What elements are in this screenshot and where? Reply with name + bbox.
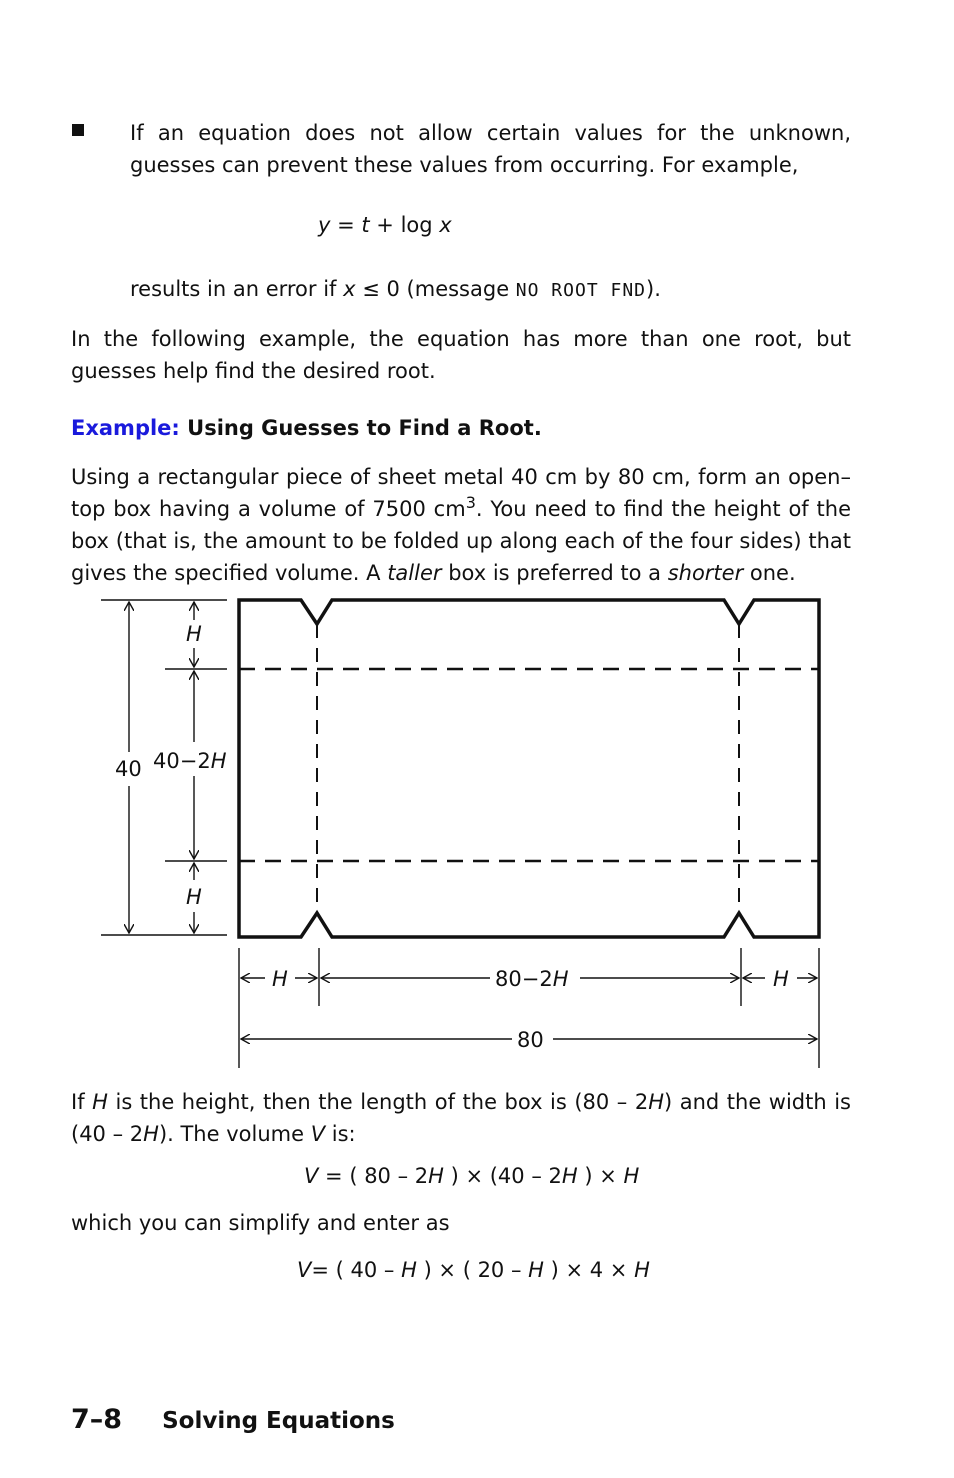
dim-80-2h-label: 80−2H	[495, 967, 569, 991]
simplified-equation: V= ( 40 – H ) × ( 20 – H ) × 4 × H	[297, 1258, 650, 1282]
dim-h-top-label: H	[186, 622, 202, 646]
intro-paragraph: In the following example, the equation has more than one root, but guesses help find the desired root.	[71, 327, 851, 383]
example-paragraph: Using a rectangular piece of sheet metal 40 cm by 80 cm, form an open–top box having a volume of 7500 $cm^3$. You need to find the height of the box (that is, the amount to be folded up along each of the four sides) that gives the specified volume. A taller box is preferred to a shorter one.	[71, 465, 851, 585]
bullet-paragraph: If an equation does not allow certain values for the unknown, guesses can prevent these values from occurring. For example,	[130, 121, 851, 177]
example-label: Example:	[71, 416, 180, 440]
sheet-outline	[239, 600, 819, 937]
page-footer	[71, 1404, 395, 1435]
dim-h-right-label: H	[773, 967, 789, 991]
lcd-message: NO ROOT FND	[515, 280, 647, 301]
dim-80-label: 80	[517, 1028, 544, 1052]
volume-equation: V = ( 80 – 2H ) × (40 – 2H ) × H	[304, 1164, 640, 1188]
dim-h-bottom-label: H	[186, 885, 202, 909]
error-note: results in an error if x ≤ 0 (message NO ROOT FND).	[130, 277, 661, 301]
after-diagram-paragraph: If H is the height, then the length of the box is (80 – 2H) and the width is (40 – 2H). The volume V is:	[71, 1090, 852, 1146]
dim-40-2h-label: 40−2H	[153, 749, 227, 773]
dim-40-label: 40	[115, 757, 142, 781]
equation-y: y = t + log x	[318, 213, 452, 237]
chapter-title: Solving Equations	[162, 1408, 395, 1434]
example-title: Using Guesses to Find a Root.	[187, 416, 542, 440]
simplify-text: which you can simplify and enter as	[71, 1211, 450, 1235]
page-number: 7–8	[71, 1404, 123, 1435]
dim-h-left-label: H	[272, 967, 288, 991]
